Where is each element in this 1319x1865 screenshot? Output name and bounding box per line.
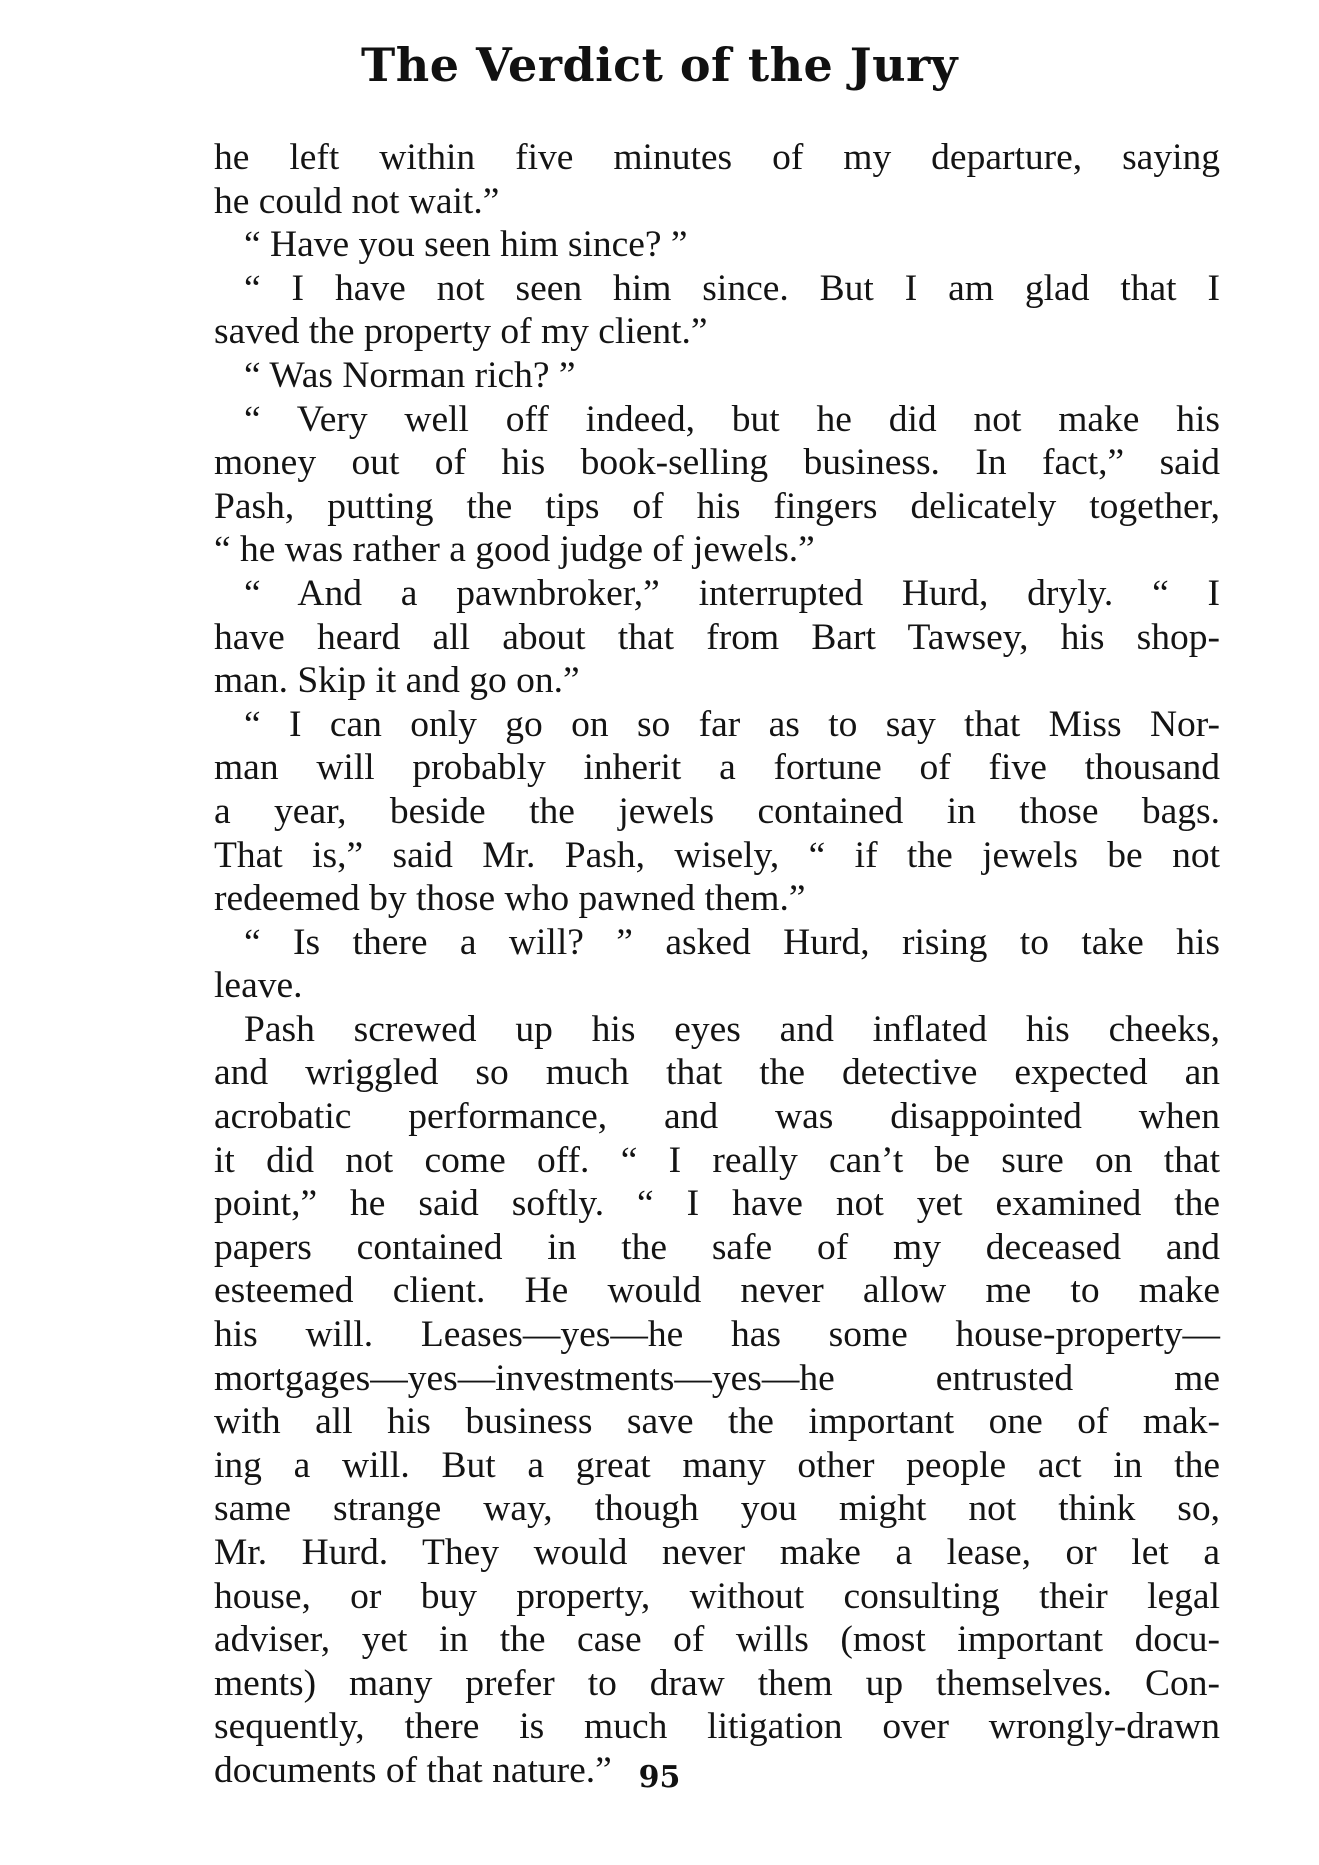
text-line: esteemed client. He would never allow me to make bbox=[214, 1270, 1220, 1312]
text-line: with all his business save the important one of mak- bbox=[214, 1401, 1220, 1443]
text-line: saved the property of my client.” bbox=[214, 311, 708, 353]
text-line: man. Skip it and go on.” bbox=[214, 660, 580, 702]
text-line: “ Very well off indeed, but he did not make his bbox=[244, 398, 1220, 440]
text-line: he could not wait.” bbox=[214, 180, 500, 222]
text-line: his will. Leases—yes—he has some house-property— bbox=[214, 1314, 1220, 1356]
text-line: “ he was rather a good judge of jewels.” bbox=[214, 529, 815, 571]
text-line: same strange way, though you might not think so, bbox=[214, 1488, 1220, 1530]
text-line: Mr. Hurd. They would never make a lease, or let a bbox=[214, 1532, 1220, 1573]
text-line: ing a will. But a great many other people act in the bbox=[214, 1444, 1220, 1486]
text-line: leave. bbox=[214, 965, 303, 1007]
text-line: acrobatic performance, and was disappointed when bbox=[214, 1096, 1220, 1138]
text-line: redeemed by those who pawned them.” bbox=[214, 878, 806, 920]
text-line: adviser, yet in the case of wills (most important docu- bbox=[214, 1619, 1220, 1661]
text-line: “ Have you seen him since? ” bbox=[244, 224, 688, 266]
text-line: sequently, there is much litigation over wrongly-drawn bbox=[214, 1706, 1220, 1748]
text-line: he left within five minutes of my departure, saying bbox=[214, 137, 1220, 178]
text-line: a year, beside the jewels contained in those bags. bbox=[214, 790, 1220, 832]
text-line: That is,” said Mr. Pash, wisely, “ if the jewels be not bbox=[214, 834, 1220, 876]
text-line: money out of his book-selling business. In fact,” said bbox=[214, 442, 1220, 484]
text-line: have heard all about that from Bart Tawsey, his shop- bbox=[214, 616, 1220, 658]
text-line: man will probably inherit a fortune of five thousand bbox=[214, 747, 1220, 789]
text-line: Pash, putting the tips of his fingers delicately together, bbox=[214, 485, 1220, 527]
text-line: “ I have not seen him since. But I am glad that I bbox=[244, 267, 1220, 309]
text-line: “ I can only go on so far as to say that Miss Nor- bbox=[244, 703, 1220, 745]
text-line: it did not come off. “ I really can’t be sure on that bbox=[214, 1139, 1220, 1181]
text-line: house, or buy property, without consulting their legal bbox=[214, 1575, 1220, 1617]
body-text bbox=[214, 136, 1220, 1793]
page-number: 95 bbox=[638, 1760, 681, 1795]
text-line: papers contained in the safe of my deceased and bbox=[214, 1226, 1220, 1268]
text-line: “ Was Norman rich? ” bbox=[244, 354, 576, 396]
text-line: documents of that nature.” bbox=[214, 1749, 612, 1791]
text-line: point,” he said softly. “ I have not yet examined the bbox=[214, 1183, 1220, 1225]
text-line: mortgages—yes—investments—yes—he entrusted me bbox=[214, 1357, 1220, 1399]
text-line: “ And a pawnbroker,” interrupted Hurd, dryly. “ I bbox=[244, 572, 1220, 614]
text-line: “ Is there a will? ” asked Hurd, rising to take his bbox=[244, 921, 1220, 963]
text-line: and wriggled so much that the detective expected an bbox=[214, 1052, 1220, 1094]
running-head-title: The Verdict of the Jury bbox=[361, 38, 958, 92]
text-line: ments) many prefer to draw them up themselves. Con- bbox=[214, 1662, 1220, 1704]
text-line: Pash screwed up his eyes and inflated his cheeks, bbox=[244, 1008, 1220, 1050]
